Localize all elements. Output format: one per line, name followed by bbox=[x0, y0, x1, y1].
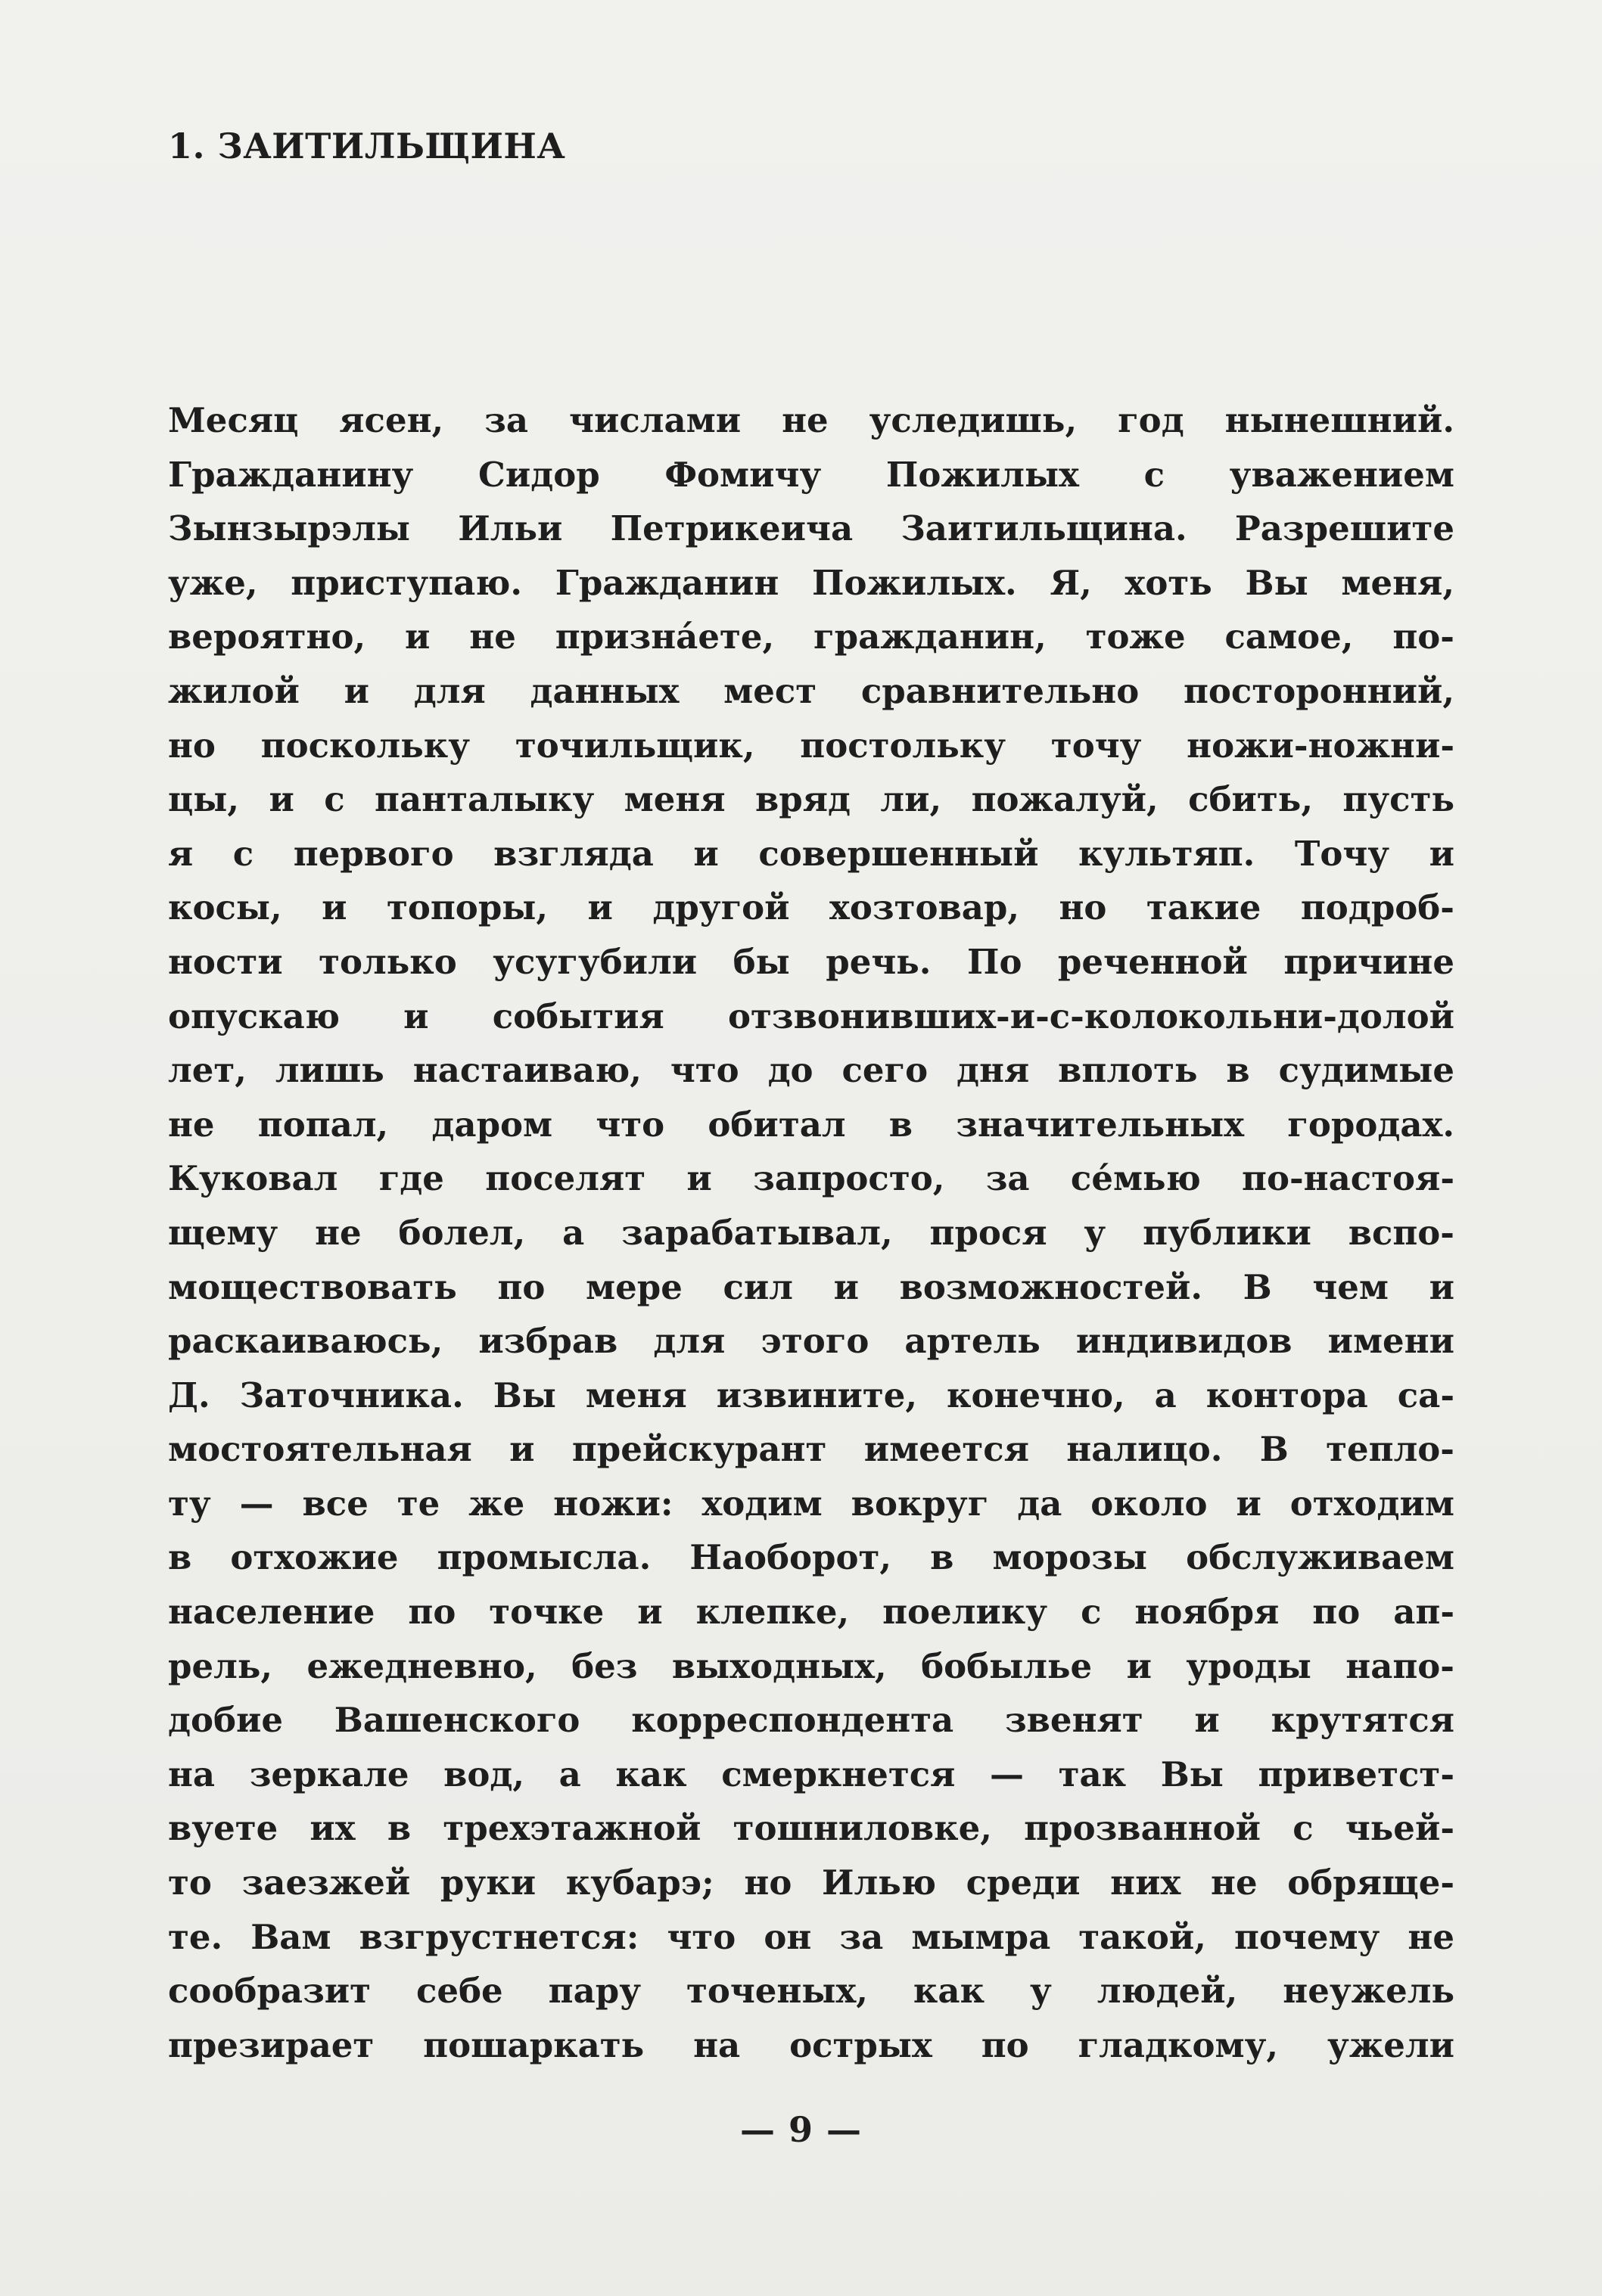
text-line: Зынзырэлы Ильи Петрикеича Заитильщина. Разрешите bbox=[168, 508, 1454, 549]
text-line: вероятно, и не призна́ете, гражданин, тоже самое, по- bbox=[168, 617, 1454, 657]
text-line: мостоятельная и прейскурант имеется налицо. В теплo- bbox=[168, 1429, 1454, 1470]
text-line: лет, лишь настаиваю, что до сего дня вплоть в судимые bbox=[168, 1050, 1454, 1091]
text-line: но поскольку точильщик, постольку точу ножи-ножни- bbox=[168, 725, 1454, 766]
text-line: уже, приступаю. Гражданин Пожилых. Я, хоть Вы меня, bbox=[168, 562, 1454, 603]
text-line: щему не болел, а зарабатывал, прося у публики вспо- bbox=[168, 1212, 1454, 1253]
text-line: цы, и с панталыку меня вряд ли, пожалуй, сбить, пусть bbox=[168, 779, 1454, 820]
text-line: моществовать по мере сил и возможностей. В чем и bbox=[168, 1266, 1454, 1307]
text-line: те. Вам взгрустнется: что он за мымра такой, почему не bbox=[168, 1916, 1454, 1957]
text-line: раскаиваюсь, избрав для этого артель индивидов имени bbox=[168, 1321, 1454, 1362]
text-line: ности только усугубили бы речь. По реченной причине bbox=[168, 941, 1454, 982]
text-line: Куковал где поселят и запросто, за се́мью по-настоя- bbox=[168, 1158, 1454, 1199]
text-line: добие Вашенского корреспондента звенят и крутятся bbox=[168, 1700, 1454, 1741]
text-line: не попал, даром что обитал в значительных городах. bbox=[168, 1104, 1454, 1145]
text-line: население по точке и клепке, поелику с ноября по ап- bbox=[168, 1592, 1454, 1633]
text-line: жилой и для данных мест сравнительно посторонний, bbox=[168, 670, 1454, 711]
text-line: косы, и топоры, и другой хозтовар, но такие подроб- bbox=[168, 887, 1454, 928]
text-line: рель, ежедневно, без выходных, бобылье и уроды напо- bbox=[168, 1645, 1454, 1686]
body-paragraph bbox=[168, 393, 1454, 2072]
text-line: сообразит себе пару точеных, как у людей, неужель bbox=[168, 1971, 1454, 2012]
text-line: Месяц ясен, за числами не уследишь, год нынешний. bbox=[168, 400, 1454, 440]
text-line: презирает пошаркать на острых по гладкому, ужели bbox=[168, 2024, 1454, 2065]
text-line: на зеркале вод, а как смеркнется — так Вы приветст- bbox=[168, 1754, 1454, 1794]
text-line: Д. Заточника. Вы меня извините, конечно, а контора са- bbox=[168, 1375, 1454, 1415]
text-line: Гражданину Сидор Фомичу Пожилых с уважением bbox=[168, 454, 1454, 495]
chapter-title: 1. ЗАИТИЛЬЩИНА bbox=[168, 126, 566, 166]
page-number: — 9 — bbox=[739, 2109, 863, 2150]
text-line: ту — все те же ножи: ходим вокруг да около и отходим bbox=[168, 1483, 1454, 1524]
text-line: я с первого взгляда и совершенный культяп. Точу и bbox=[168, 833, 1454, 874]
text-line: опускаю и события отзвонивших-и-с-колокольни-долой bbox=[168, 996, 1454, 1036]
text-line: вуете их в трехэтажной тошниловке, прозванной с чьей- bbox=[168, 1808, 1454, 1849]
text-line: в отхожие промысла. Наоборот, в морозы обслуживаем bbox=[168, 1537, 1454, 1578]
text-line: то заезжей руки кубарэ; но Илью среди них не обряще- bbox=[168, 1863, 1454, 1903]
